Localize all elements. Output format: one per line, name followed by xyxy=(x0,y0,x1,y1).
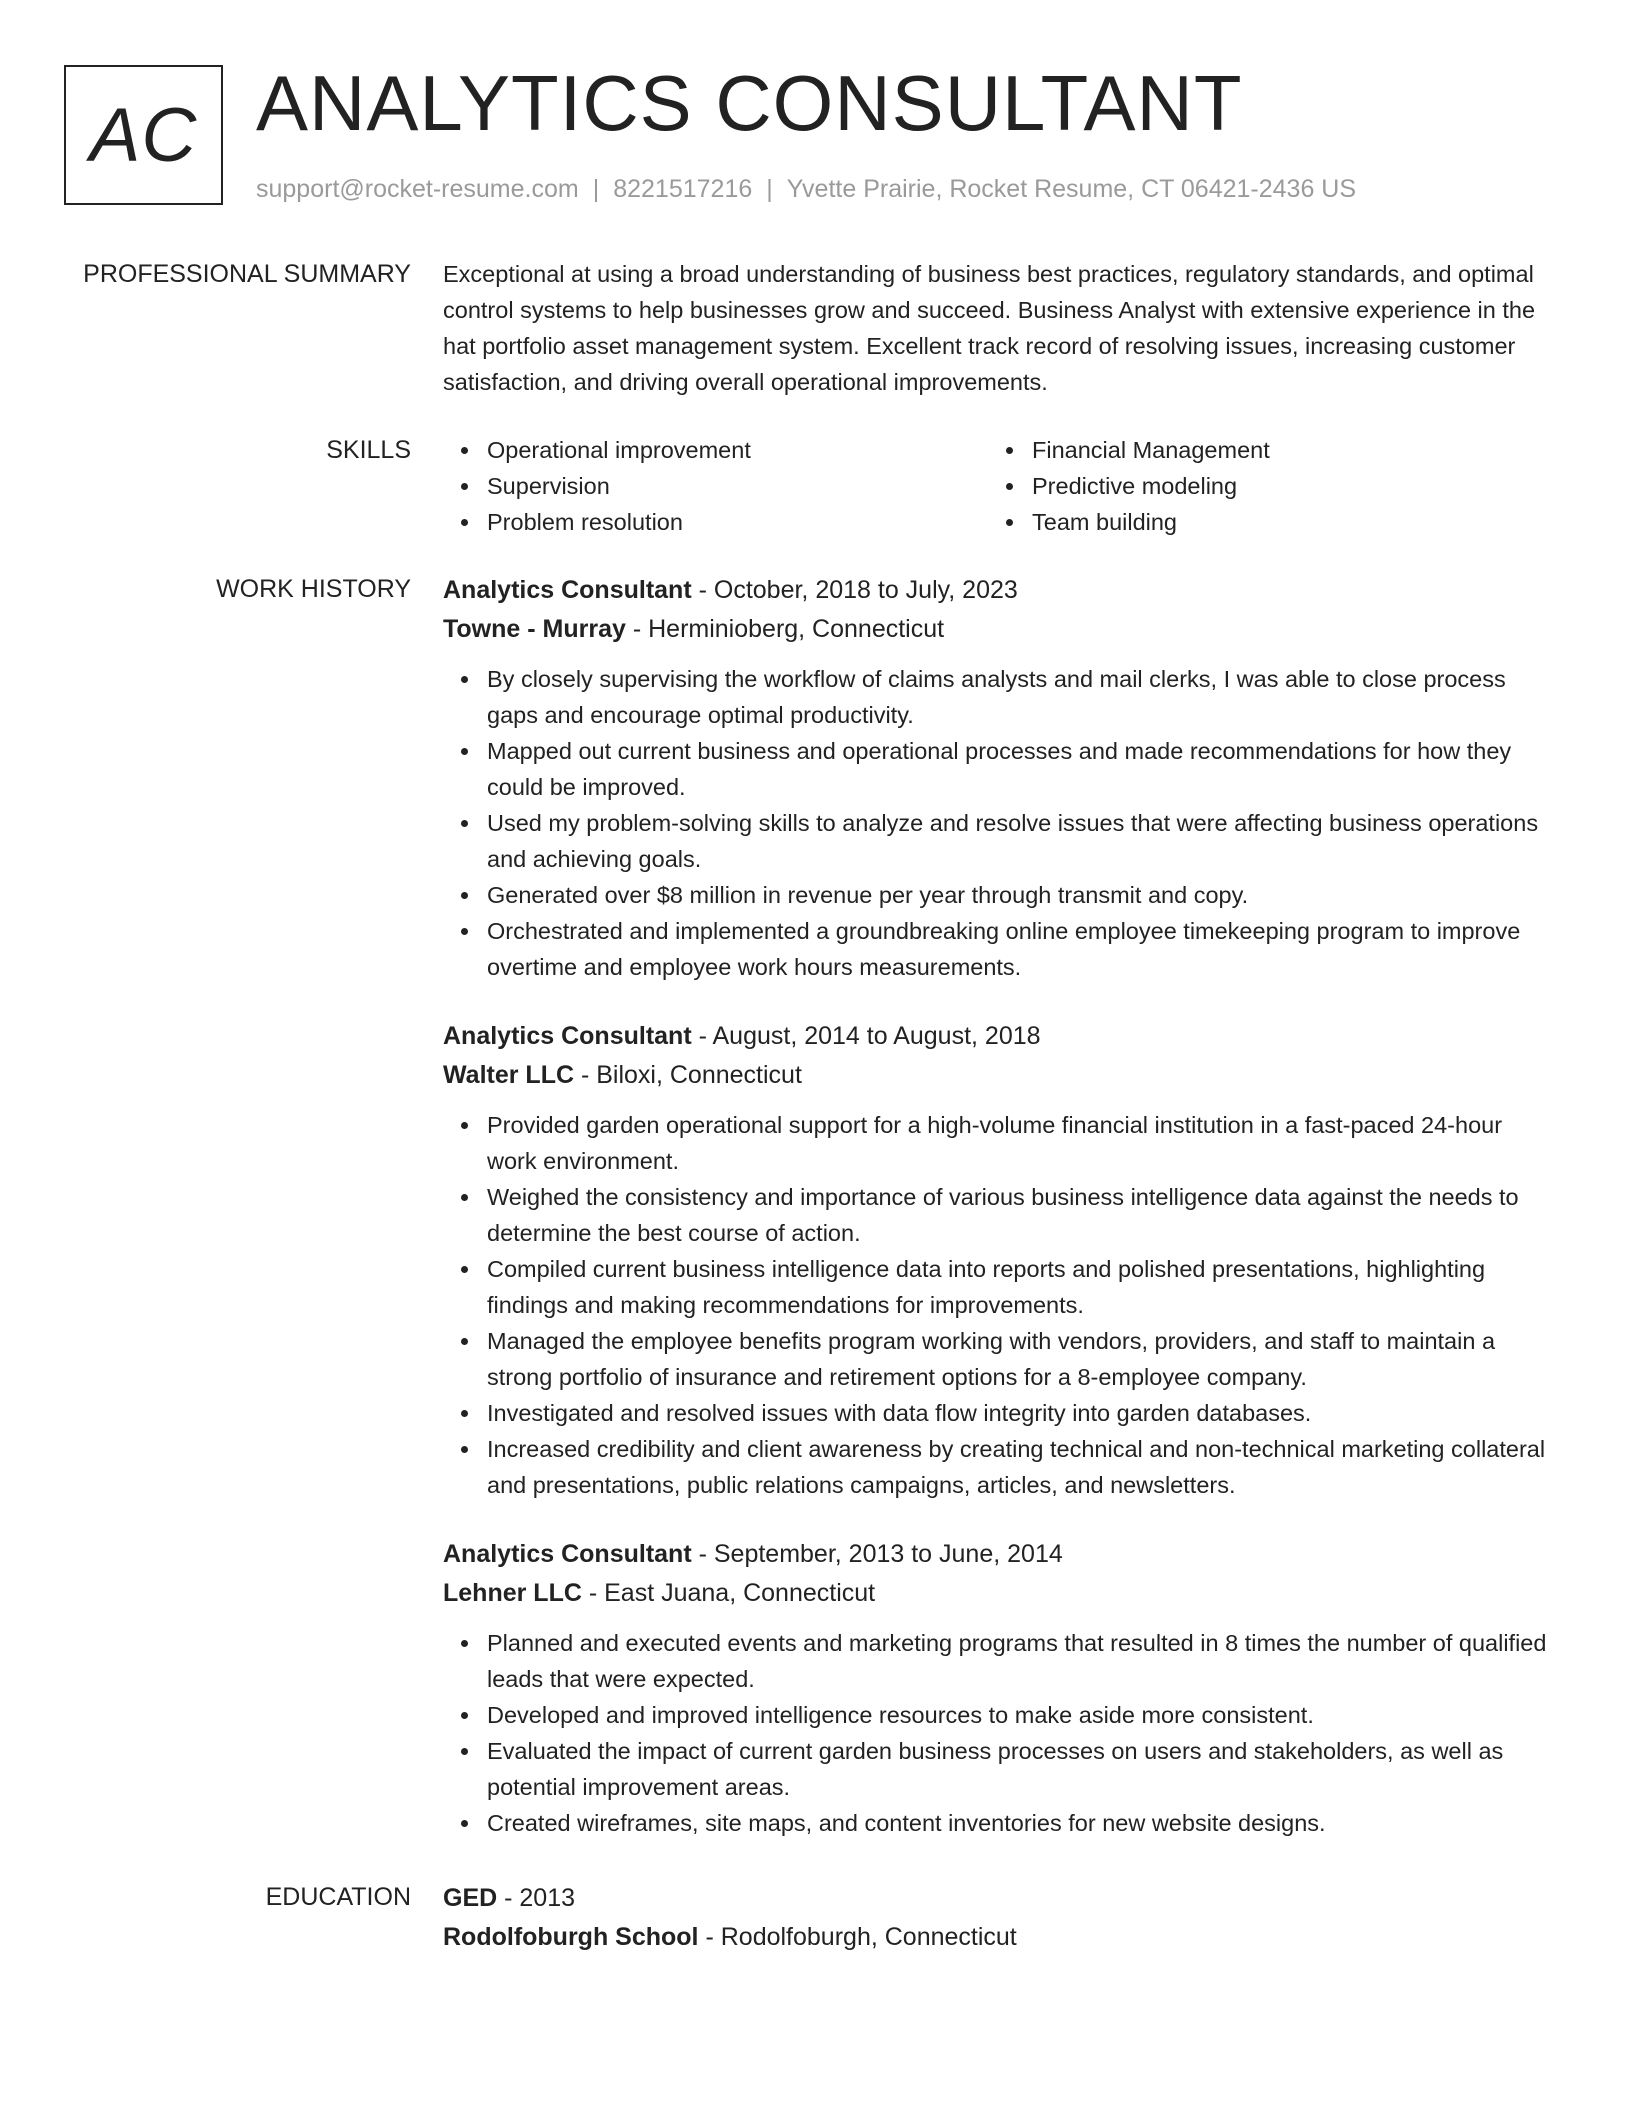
job-bullet: Developed and improved intelligence resources to make aside more consistent. xyxy=(487,1697,1553,1733)
job-company-line xyxy=(443,610,1553,649)
job-bullet: Planned and executed events and marketing programs that resulted in 8 times the number of qualified leads that were expected. xyxy=(487,1625,1553,1697)
job-company: Towne - Murray xyxy=(443,615,626,643)
job-bullet: Compiled current business intelligence data into reports and polished presentations, highlighting findings and making recommendations for improvements. xyxy=(487,1251,1553,1323)
job-bullets xyxy=(443,661,1553,985)
contact-email: support@rocket-resume.com xyxy=(256,175,579,203)
summary-heading: PROFESSIONAL SUMMARY xyxy=(83,260,411,288)
job-bullets xyxy=(443,1625,1553,1841)
job-title-line xyxy=(443,571,1553,610)
education-body xyxy=(443,1879,1553,1957)
job-bullet: Mapped out current business and operational processes and made recommendations for how they could be improved. xyxy=(487,733,1553,805)
job-bullet: Created wireframes, site maps, and content inventories for new website designs. xyxy=(487,1805,1553,1841)
job-bullet: Increased credibility and client awareness by creating technical and non-technical marketing collateral and presentations, public relations campaigns, articles, and newsletters. xyxy=(487,1431,1553,1503)
job-dates: - October, 2018 to July, 2023 xyxy=(691,576,1018,604)
contact-phone: 8221517216 xyxy=(613,175,753,203)
job-bullet: Investigated and resolved issues with data flow integrity into garden databases. xyxy=(487,1395,1553,1431)
job-title-line xyxy=(443,1535,1553,1574)
summary-body xyxy=(443,256,1553,400)
job-title-line xyxy=(443,1017,1553,1056)
contact-separator: | xyxy=(592,175,600,203)
education-heading: EDUCATION xyxy=(265,1883,411,1911)
candidate-title: ANALYTICS CONSULTANT xyxy=(256,59,1243,147)
contact-line xyxy=(256,173,1356,206)
contact-separator: | xyxy=(766,175,773,203)
skills-heading: SKILLS xyxy=(326,436,411,464)
job-entry xyxy=(443,571,1553,985)
job-location: - Herminioberg, Connecticut xyxy=(625,615,945,643)
job-bullets xyxy=(443,1107,1553,1503)
skills-column-left xyxy=(443,432,988,540)
job-bullet: Managed the employee benefits program working with vendors, providers, and staff to maintain a strong portfolio of insurance and retirement options for a 8-employee company. xyxy=(487,1323,1553,1395)
skill-item: Problem resolution xyxy=(487,504,988,540)
skills-grid xyxy=(443,432,1553,540)
job-bullet: By closely supervising the workflow of claims analysts and mail clerks, I was able to close process gaps and encourage optimal productivity. xyxy=(487,661,1553,733)
job-bullet: Generated over $8 million in revenue per year through transmit and copy. xyxy=(487,877,1553,913)
work-history-body xyxy=(443,571,1553,1873)
job-title: Analytics Consultant xyxy=(443,1022,692,1050)
job-title: Analytics Consultant xyxy=(443,576,692,604)
education-school: Rodolfoburgh School xyxy=(443,1923,699,1951)
job-bullet: Used my problem-solving skills to analyze and resolve issues that were affecting business operations and achieving goals. xyxy=(487,805,1553,877)
job-bullet: Orchestrated and implemented a groundbreaking online employee timekeeping program to improve overtime and employee work hours measurements. xyxy=(487,913,1553,985)
job-dates: - August, 2014 to August, 2018 xyxy=(691,1022,1041,1050)
job-location: - Biloxi, Connecticut xyxy=(574,1061,802,1089)
skills-column-right xyxy=(988,432,1533,540)
education-location: - Rodolfoburgh, Connecticut xyxy=(698,1923,1017,1951)
education-degree: GED xyxy=(443,1884,498,1912)
resume-header xyxy=(64,59,1584,215)
education-year: - 2013 xyxy=(497,1884,576,1912)
skill-item: Team building xyxy=(1032,504,1533,540)
education-degree-line xyxy=(443,1879,1553,1918)
job-company: Lehner LLC xyxy=(443,1579,582,1607)
contact-address: Yvette Prairie, Rocket Resume, CT 06421-2436 US xyxy=(786,175,1357,203)
job-bullet: Evaluated the impact of current garden business processes on users and stakeholders, as well as potential improvement areas. xyxy=(487,1733,1553,1805)
job-company-line xyxy=(443,1574,1553,1613)
job-bullet: Provided garden operational support for a high-volume financial institution in a fast-paced 24-hour work environment. xyxy=(487,1107,1553,1179)
education-school-line xyxy=(443,1918,1553,1957)
skill-item: Supervision xyxy=(487,468,988,504)
job-dates: - September, 2013 to June, 2014 xyxy=(691,1540,1063,1568)
skill-item: Predictive modeling xyxy=(1032,468,1533,504)
skill-item: Operational improvement xyxy=(487,432,988,468)
job-bullet: Weighed the consistency and importance of various business intelligence data against the needs to determine the best course of action. xyxy=(487,1179,1553,1251)
summary-text: Exceptional at using a broad understanding of business best practices, regulatory standards, and optimal control systems to help businesses grow and succeed. Business Analyst with extensive experience in the hat portfolio asset management system. Excellent track record of resolving issues, increasing customer satisfaction, and driving overall operational improvements. xyxy=(443,261,1536,395)
job-company: Walter LLC xyxy=(443,1061,575,1089)
monogram-logo: AC xyxy=(64,65,223,205)
job-title: Analytics Consultant xyxy=(443,1540,692,1568)
job-company-line xyxy=(443,1056,1553,1095)
job-entry xyxy=(443,1535,1553,1841)
skill-item: Financial Management xyxy=(1032,432,1533,468)
job-location: - East Juana, Connecticut xyxy=(581,1579,876,1607)
job-entry xyxy=(443,1017,1553,1503)
work-history-heading: WORK HISTORY xyxy=(216,575,411,603)
